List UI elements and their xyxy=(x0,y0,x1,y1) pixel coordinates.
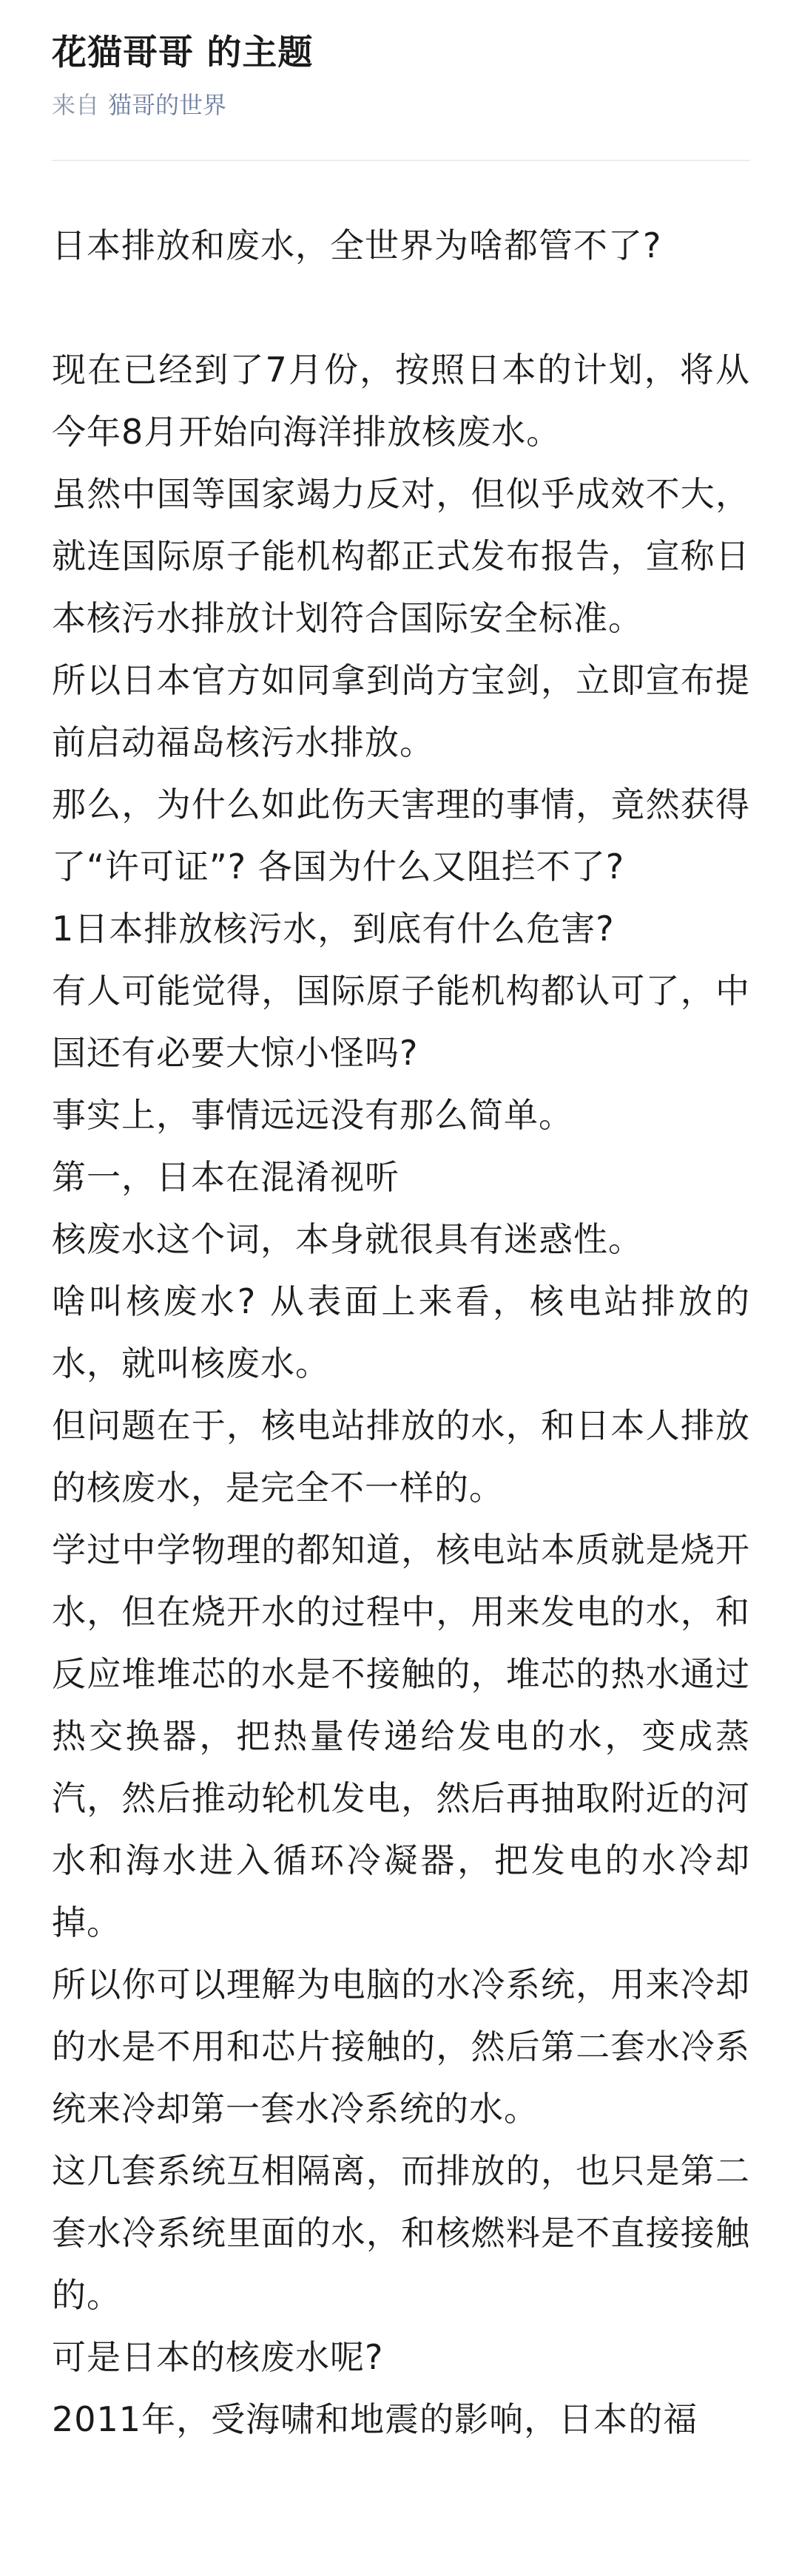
article-paragraph: 所以日本官方如同拿到尚方宝剑，立即宣布提前启动福岛核污水排放。 xyxy=(52,660,750,762)
article-paragraph: 事实上，事情远远没有那么简单。 xyxy=(52,1095,573,1135)
article-paragraph: 有人可能觉得，国际原子能机构都认可了，中国还有必要大惊小怪吗? xyxy=(52,971,750,1073)
article-subheading: 第一，日本在混淆视听 xyxy=(52,1157,400,1197)
article-body xyxy=(52,214,750,2450)
article-question: 日本排放和废水，全世界为啥都管不了? xyxy=(52,226,662,265)
article-paragraph: 这几套系统互相隔离，而排放的，也只是第二套水冷系统里面的水，和核燃料是不直接接触的。 xyxy=(52,2151,750,2315)
article-paragraph: 但问题在于，核电站排放的水，和日本人排放的核废水，是完全不一样的。 xyxy=(52,1406,750,1508)
article-paragraph: 那么，为什么如此伤天害理的事情，竟然获得了“许可证”? 各国为什么又阻拦不了? xyxy=(52,784,750,887)
article-paragraph-truncated: 2011年，受海啸和地震的影响，日本的福 xyxy=(52,2399,698,2439)
post-header xyxy=(52,0,750,161)
article-paragraph: 学过中学物理的都知道，核电站本质就是烧开水，但在烧开水的过程中，用来发电的水，和反应堆堆芯的水是不接触的，堆芯的热水通过热交换器，把热量传递给发电的水，变成蒸汽，然后推动轮机发电，然后再抽取附近的河水和海水进入循环冷凝器，把发电的水冷却掉。 xyxy=(52,1530,750,1942)
article-paragraph: 核废水这个词，本身就很具有迷惑性。 xyxy=(52,1219,643,1259)
article-paragraph: 虽然中国等国家竭力反对，但似乎成效不大，就连国际原子能机构都正式发布报告，宣称日本核污水排放计划符合国际安全标准。 xyxy=(52,474,750,638)
article-paragraph: 现在已经到了7月份，按照日本的计划，将从今年8月开始向海洋排放核废水。 xyxy=(52,350,750,452)
article-paragraph: 所以你可以理解为电脑的水冷系统，用来冷却的水是不用和芯片接触的，然后第二套水冷系统来冷却第一套水冷系统的水。 xyxy=(52,1965,750,2129)
article-paragraph: 可是日本的核废水呢? xyxy=(52,2337,384,2377)
source-link[interactable]: 猫哥的世界 xyxy=(108,91,227,119)
article-paragraph: 啥叫核废水? 从表面上来看，核电站排放的水，就叫核废水。 xyxy=(52,1281,750,1383)
paragraph-gap xyxy=(52,277,750,339)
source-prefix: 来自 xyxy=(52,91,100,119)
post-source xyxy=(52,89,750,121)
header-divider xyxy=(52,160,750,161)
post-title: 花猫哥哥 的主题 xyxy=(52,33,314,73)
article-section-heading: 1日本排放核污水，到底有什么危害? xyxy=(52,909,615,949)
